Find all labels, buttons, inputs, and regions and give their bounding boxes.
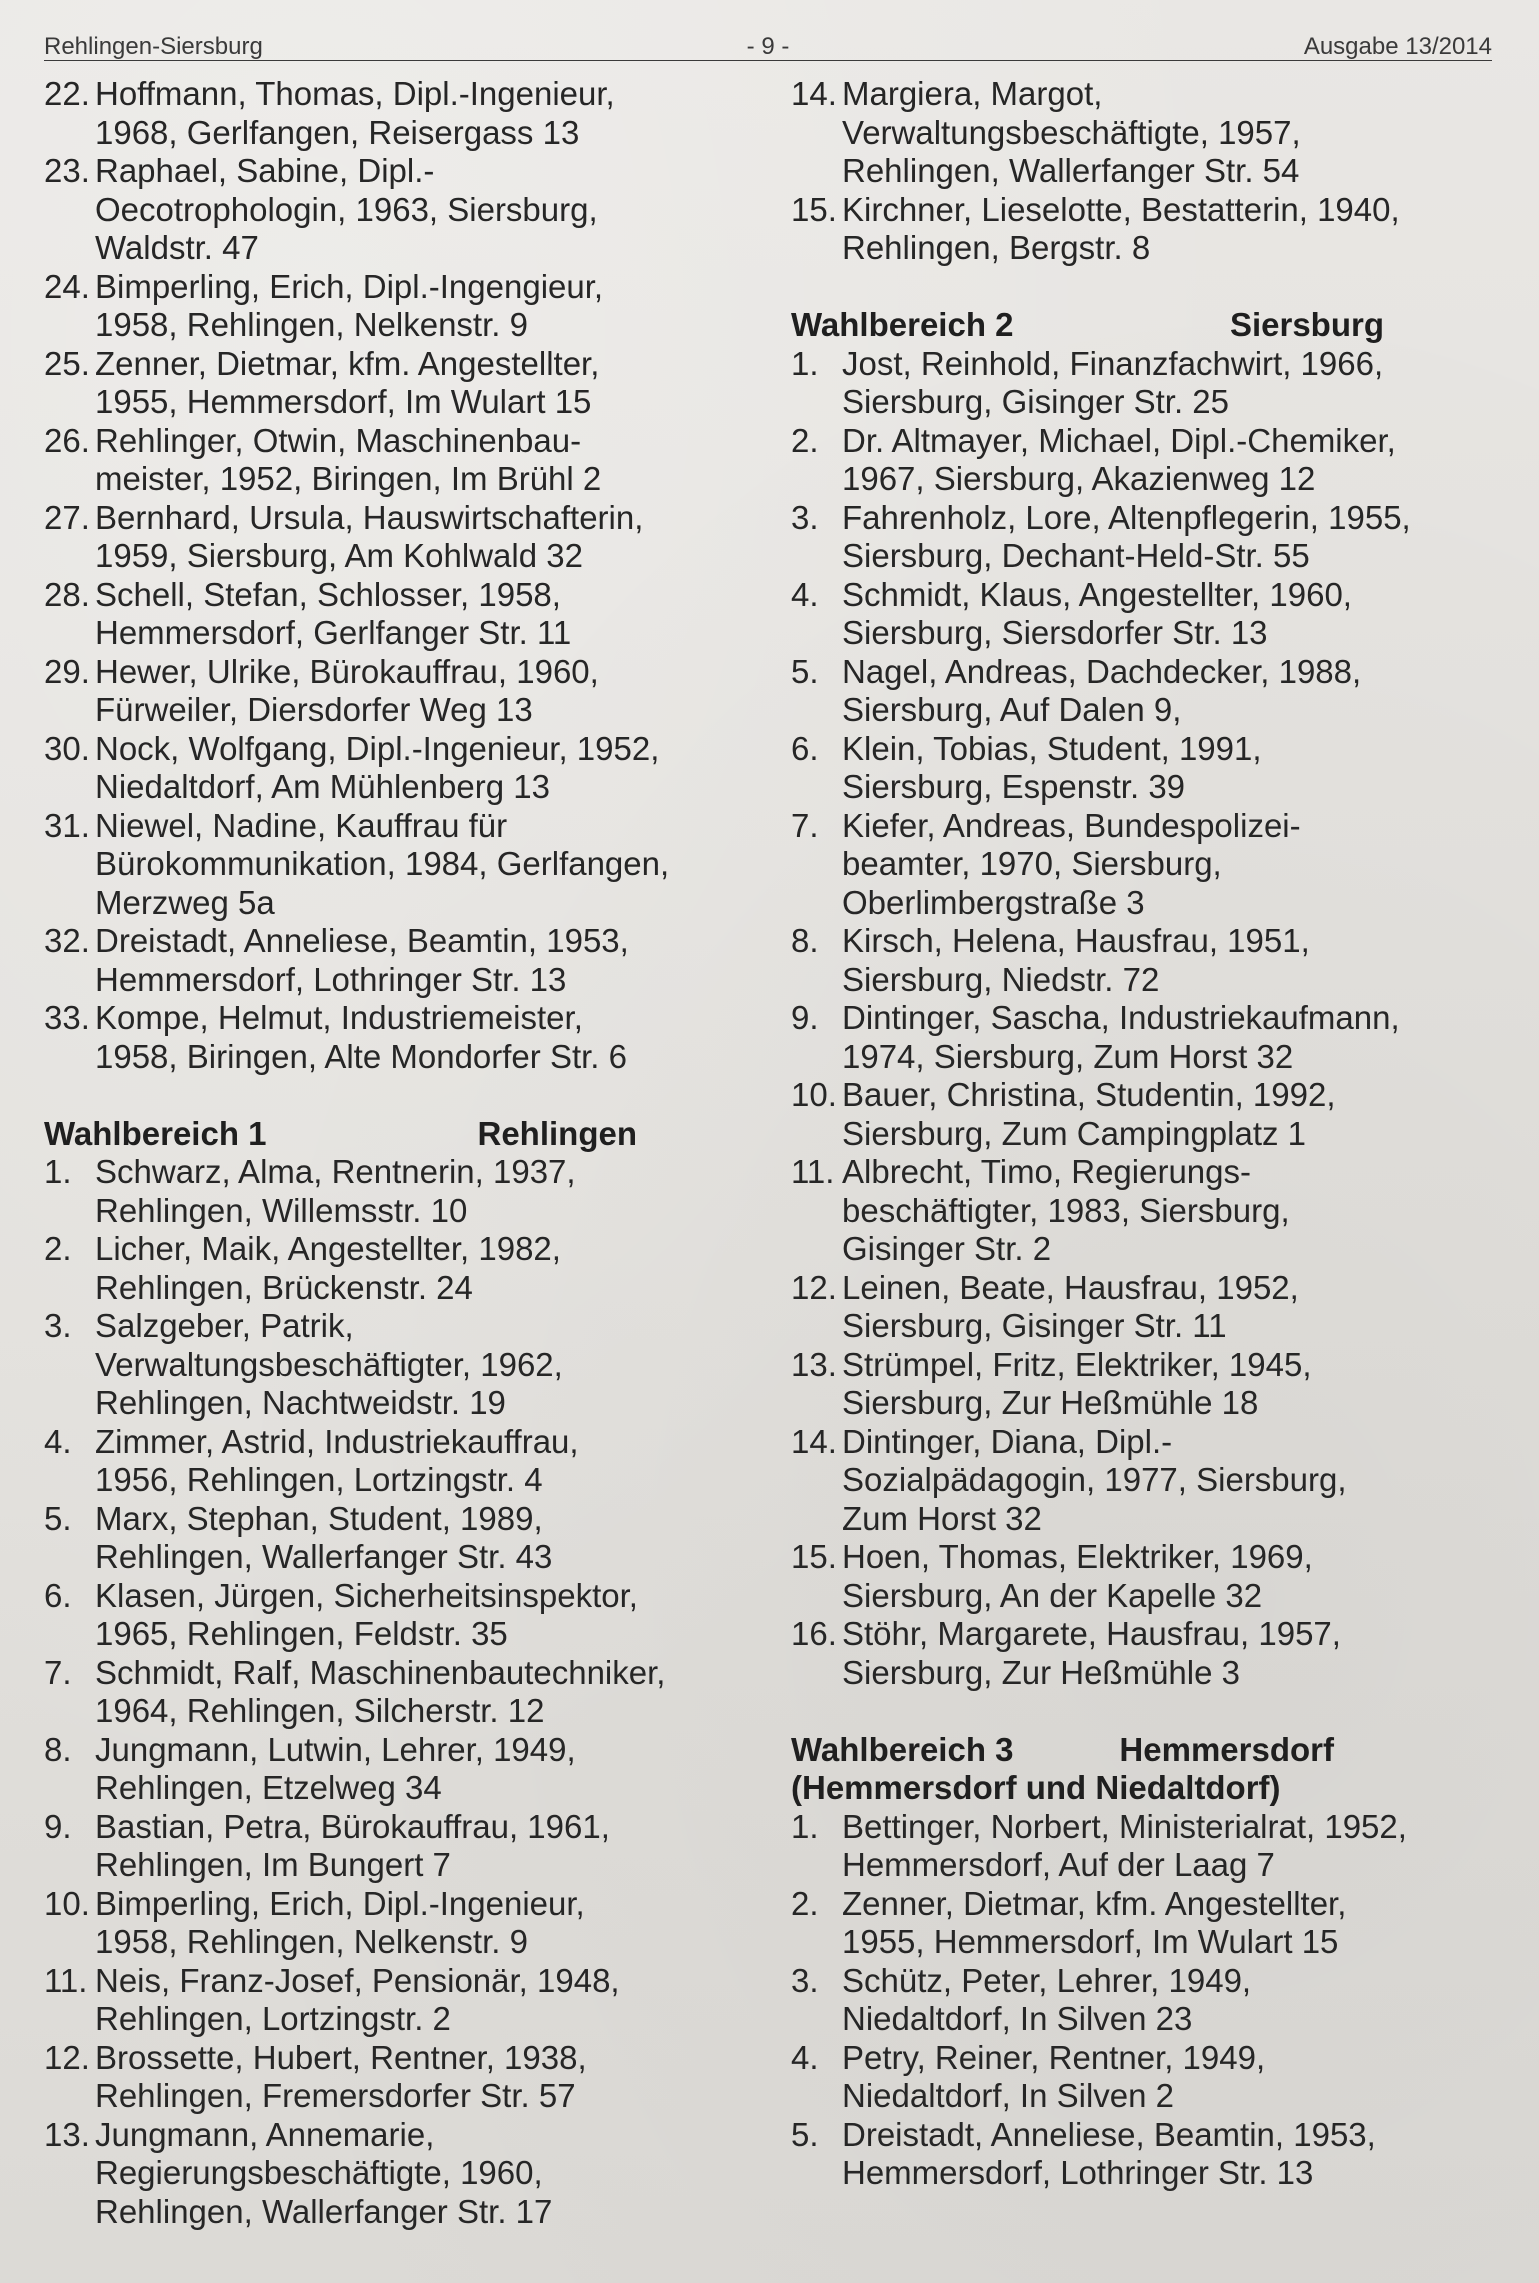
entry-text [842, 1615, 1341, 1692]
candidate-entry [44, 1307, 764, 1423]
candidate-entry [791, 2116, 1511, 2193]
entry-line: beschäftigter, 1983, Siersburg, [842, 1191, 1290, 1229]
entry-number: 7. [791, 806, 819, 844]
candidate-list-wahlbereich-1 [44, 1153, 764, 2231]
candidate-entry [44, 422, 764, 499]
entry-line: Verwaltungsbeschäftigter, 1962, [95, 1345, 563, 1383]
entry-line: Oberlimbergstraße 3 [842, 883, 1145, 921]
entry-line: Brossette, Hubert, Rentner, 1938, [95, 2038, 587, 2076]
candidate-entry [44, 999, 764, 1076]
entry-line: Siersburg, Siersdorfer Str. 13 [842, 614, 1268, 651]
entry-text [95, 2116, 552, 2232]
entry-line: Hemmersdorf, Gerlfanger Str. 11 [95, 614, 572, 651]
entry-number: 28. [44, 575, 90, 613]
candidate-entry [44, 807, 764, 923]
entry-line: Klein, Tobias, Student, 1991, [842, 729, 1262, 767]
entry-number: 12. [791, 1268, 837, 1306]
entry-text [842, 1885, 1346, 1962]
candidate-entry [791, 1269, 1511, 1346]
entry-line: Petry, Reiner, Rentner, 1949, [842, 2038, 1266, 2076]
entry-line: Rehlingen, Wallerfanger Str. 43 [95, 1538, 553, 1575]
section-gap [791, 268, 1511, 307]
entry-text [842, 730, 1262, 807]
entry-number: 13. [791, 1345, 837, 1383]
entry-number: 32. [44, 922, 90, 959]
entry-number: 2. [791, 1884, 819, 1922]
entry-text [95, 422, 601, 499]
entry-number: 14. [791, 1422, 837, 1460]
entry-number: 9. [791, 999, 819, 1036]
section-label: Wahlbereich 1 [44, 1114, 267, 1152]
entry-line: Stöhr, Margarete, Hausfrau, 1957, [842, 1615, 1341, 1652]
entry-text [95, 152, 598, 268]
candidate-entry [44, 1230, 764, 1307]
entry-line: Rehlingen, Bergstr. 8 [842, 229, 1151, 266]
entry-line: Bastian, Petra, Bürokauffrau, 1961, [95, 1807, 610, 1845]
entry-line: Rehlingen, Wallerfanger Str. 54 [842, 152, 1300, 189]
entry-text [95, 1654, 665, 1731]
candidate-entry [44, 1423, 764, 1500]
entry-line: Hoffmann, Thomas, Dipl.-Ingenieur, [95, 75, 615, 112]
entry-line: Siersburg, Zur Heßmühle 18 [842, 1384, 1259, 1421]
entry-line: Rehlingen, Fremersdorfer Str. 57 [95, 2077, 576, 2114]
entry-number: 2. [44, 1230, 72, 1267]
entry-text [95, 730, 659, 807]
candidate-entry [791, 75, 1511, 191]
entry-line: Neis, Franz-Josef, Pensionär, 1948, [95, 1961, 620, 1999]
entry-line: 1967, Siersburg, Akazienweg 12 [842, 460, 1316, 497]
candidate-entry [44, 1962, 764, 2039]
entry-line: 1974, Siersburg, Zum Horst 32 [842, 1037, 1294, 1075]
entry-number: 13. [44, 2115, 90, 2153]
entry-text [842, 191, 1400, 268]
entry-line: Dr. Altmayer, Michael, Dipl.-Chemiker, [842, 421, 1396, 459]
entry-line: Bürokommunikation, 1984, Gerlfangen, [95, 845, 670, 882]
entry-line: beamter, 1970, Siersburg, [842, 845, 1222, 882]
candidate-entry [791, 191, 1511, 268]
entry-line: Bernhard, Ursula, Hauswirtschafterin, [95, 498, 644, 536]
entry-line: Bettinger, Norbert, Ministerialrat, 1952, [842, 1807, 1407, 1845]
entry-text [95, 1500, 552, 1577]
entry-number: 11. [44, 1961, 88, 1999]
entry-text [842, 1538, 1313, 1615]
entry-text [842, 999, 1400, 1076]
entry-text [842, 345, 1383, 422]
entry-number: 11. [791, 1153, 835, 1190]
entry-text [842, 2116, 1376, 2193]
entry-line: Regierungsbeschäftigte, 1960, [95, 2154, 543, 2191]
entry-line: Nock, Wolfgang, Dipl.-Ingenieur, 1952, [95, 729, 660, 767]
entry-line: Rehlingen, Nachtweidstr. 19 [95, 1384, 506, 1421]
candidate-entry [44, 499, 764, 576]
entry-number: 10. [44, 1884, 90, 1922]
entry-text [842, 75, 1301, 191]
entry-text [95, 1307, 563, 1423]
candidate-entry [791, 730, 1511, 807]
candidate-entry [44, 345, 764, 422]
entry-number: 8. [791, 922, 819, 959]
entry-text [95, 345, 599, 422]
candidate-entry [791, 345, 1511, 422]
candidate-list-continued [791, 75, 1511, 268]
entry-number: 3. [791, 498, 819, 536]
entry-line: Siersburg, An der Kapelle 32 [842, 1576, 1263, 1614]
candidate-entry [44, 2116, 764, 2232]
entry-line: 1968, Gerlfangen, Reisergass 13 [95, 113, 580, 151]
entry-text [842, 1808, 1407, 1885]
entry-number: 5. [791, 2115, 819, 2153]
entry-text [842, 576, 1352, 653]
entry-text [842, 1269, 1299, 1346]
section-heading-wahlbereich-2 [791, 306, 1384, 345]
candidate-entry [44, 1500, 764, 1577]
entry-line: Schwarz, Alma, Rentnerin, 1937, [95, 1153, 576, 1190]
entry-line: Rehlingen, Willemsstr. 10 [95, 1191, 468, 1229]
candidate-entry [44, 1153, 764, 1230]
candidate-entry [44, 1654, 764, 1731]
candidate-entry [791, 1423, 1511, 1539]
entry-text [95, 807, 669, 923]
candidate-list-wahlbereich-3 [791, 1808, 1511, 2193]
entry-line: Gisinger Str. 2 [842, 1230, 1052, 1267]
entry-line: Siersburg, Espenstr. 39 [842, 768, 1186, 805]
publication-name: Rehlingen-Siersburg [44, 33, 263, 60]
entry-number: 7. [44, 1653, 72, 1691]
candidate-entry [44, 576, 764, 653]
section-label: Wahlbereich 3 [791, 1730, 1014, 1768]
entry-text [95, 576, 571, 653]
entry-line: 1959, Siersburg, Am Kohlwald 32 [95, 537, 583, 574]
entry-text [842, 1346, 1312, 1423]
entry-text [95, 1577, 638, 1654]
entry-line: 1964, Rehlingen, Silcherstr. 12 [95, 1692, 545, 1729]
entry-number: 23. [44, 152, 90, 189]
entry-text [842, 422, 1396, 499]
entry-line: Verwaltungsbeschäftigte, 1957, [842, 113, 1301, 151]
entry-line: Jost, Reinhold, Finanzfachwirt, 1966, [842, 344, 1384, 382]
entry-line: Jungmann, Annemarie, [95, 2115, 435, 2153]
section-place: Hemmersdorf [1119, 1730, 1334, 1768]
entry-line: Jungmann, Lutwin, Lehrer, 1949, [95, 1730, 576, 1768]
entry-line: Raphael, Sabine, Dipl.- [95, 152, 435, 189]
candidate-entry [791, 653, 1511, 730]
entry-line: Dreistadt, Anneliese, Beamtin, 1953, [95, 922, 629, 959]
candidate-entry [44, 152, 764, 268]
section-gap [791, 1692, 1511, 1731]
entry-text [95, 1230, 561, 1307]
entry-number: 30. [44, 729, 90, 767]
entry-number: 14. [791, 75, 837, 112]
entry-line: Albrecht, Timo, Regierungs- [842, 1153, 1252, 1190]
entry-line: Hemmersdorf, Auf der Laag 7 [842, 1846, 1275, 1883]
entry-line: 1958, Rehlingen, Nelkenstr. 9 [95, 1923, 528, 1960]
entry-line: Kiefer, Andreas, Bundespolizei- [842, 806, 1301, 844]
entry-line: 1958, Rehlingen, Nelkenstr. 9 [95, 306, 528, 343]
entry-line: Hemmersdorf, Lothringer Str. 13 [842, 2154, 1314, 2191]
entry-text [842, 1076, 1336, 1153]
entry-line: Siersburg, Zum Campingplatz 1 [842, 1114, 1307, 1152]
entry-line: Siersburg, Niedstr. 72 [842, 960, 1160, 998]
entry-text [95, 653, 599, 730]
candidate-entry [44, 268, 764, 345]
entry-number: 25. [44, 344, 90, 382]
entry-line: Schell, Stefan, Schlosser, 1958, [95, 575, 561, 613]
entry-line: Kirchner, Lieselotte, Bestatterin, 1940, [842, 190, 1400, 228]
entry-number: 1. [44, 1153, 72, 1190]
candidate-entry [791, 1076, 1511, 1153]
entry-number: 6. [791, 729, 819, 767]
candidate-list-wahlbereich-2 [791, 345, 1511, 1693]
issue-number: Ausgabe 13/2014 [1303, 33, 1492, 60]
entry-number: 8. [44, 1730, 72, 1768]
entry-number: 6. [44, 1576, 72, 1614]
candidate-entry [44, 1577, 764, 1654]
entry-number: 29. [44, 652, 90, 690]
entry-text [95, 999, 627, 1076]
entry-line: 1965, Rehlingen, Feldstr. 35 [95, 1615, 508, 1652]
candidate-entry [791, 1346, 1511, 1423]
entry-line: Niedaltdorf, In Silven 2 [842, 2077, 1175, 2114]
entry-line: Rehlingen, Wallerfanger Str. 17 [95, 2192, 553, 2230]
entry-number: 27. [44, 498, 90, 536]
page-header [44, 33, 1492, 61]
entry-text [95, 1423, 579, 1500]
entry-number: 33. [44, 999, 90, 1036]
entry-number: 2. [791, 421, 819, 459]
entry-line: Niedaltdorf, Am Mühlenberg 13 [95, 768, 550, 805]
entry-line: Niewel, Nadine, Kauffrau für [95, 806, 508, 844]
candidate-entry [44, 730, 764, 807]
entry-line: Zenner, Dietmar, kfm. Angestellter, [95, 344, 600, 382]
entry-line: meister, 1952, Biringen, Im Brühl 2 [95, 460, 602, 497]
entry-line: Dreistadt, Anneliese, Beamtin, 1953, [842, 2115, 1376, 2153]
candidate-entry [44, 1808, 764, 1885]
entry-line: Merzweg 5a [95, 883, 275, 921]
candidate-entry [44, 1885, 764, 1962]
candidate-entry [44, 1731, 764, 1808]
entry-line: Nagel, Andreas, Dachdecker, 1988, [842, 652, 1362, 690]
entry-line: Bauer, Christina, Studentin, 1992, [842, 1076, 1336, 1113]
section-heading-wahlbereich-3 [791, 1731, 1334, 1770]
entry-text [842, 653, 1361, 730]
entry-number: 4. [791, 575, 819, 613]
entry-number: 4. [44, 1422, 72, 1460]
entry-line: Rehlingen, Lortzingstr. 2 [95, 2000, 451, 2037]
candidate-entry [791, 422, 1511, 499]
entry-line: Licher, Maik, Angestellter, 1982, [95, 1230, 561, 1267]
entry-line: Bimperling, Erich, Dipl.-Ingenieur, [95, 1884, 585, 1922]
entry-text [95, 499, 643, 576]
entry-line: 1955, Hemmersdorf, Im Wulart 15 [95, 383, 592, 420]
candidate-list-continued [44, 75, 764, 1076]
entry-line: Siersburg, Gisinger Str. 11 [842, 1307, 1227, 1344]
entry-line: Kirsch, Helena, Hausfrau, 1951, [842, 922, 1310, 959]
entry-line: Schmidt, Ralf, Maschinenbautechniker, [95, 1653, 666, 1691]
entry-text [95, 1962, 620, 2039]
candidate-entry [791, 1808, 1511, 1885]
entry-text [95, 268, 603, 345]
candidate-entry [44, 653, 764, 730]
page-number: - 9 - [746, 33, 790, 60]
entry-line: Kompe, Helmut, Industriemeister, [95, 999, 583, 1036]
entry-text [842, 922, 1310, 999]
entry-line: Schmidt, Klaus, Angestellter, 1960, [842, 575, 1352, 613]
entry-line: 1956, Rehlingen, Lortzingstr. 4 [95, 1461, 543, 1498]
candidate-entry [791, 999, 1511, 1076]
entry-line: Sozialpädagogin, 1977, Siersburg, [842, 1461, 1347, 1498]
entry-number: 15. [791, 1538, 837, 1575]
entry-line: Klasen, Jürgen, Sicherheitsinspektor, [95, 1576, 638, 1614]
entry-number: 5. [44, 1499, 72, 1537]
entry-line: Margiera, Margot, [842, 75, 1103, 112]
entry-line: Rehlingen, Im Bungert 7 [95, 1846, 451, 1883]
entry-text [842, 499, 1411, 576]
candidate-entry [44, 2039, 764, 2116]
entry-line: Hemmersdorf, Lothringer Str. 13 [95, 960, 567, 998]
left-column [44, 75, 764, 2231]
section-gap [44, 1076, 764, 1115]
entry-line: Rehlinger, Otwin, Maschinenbau- [95, 421, 582, 459]
entry-line: 1955, Hemmersdorf, Im Wulart 15 [842, 1923, 1339, 1960]
entry-line: Oecotrophologin, 1963, Siersburg, [95, 190, 598, 228]
entry-number: 16. [791, 1615, 837, 1652]
candidate-entry [791, 1153, 1511, 1269]
section-subtitle: (Hemmersdorf und Niedaltdorf) [791, 1769, 1281, 1806]
entry-text [95, 922, 629, 999]
entry-line: Rehlingen, Brückenstr. 24 [95, 1268, 473, 1306]
section-label: Wahlbereich 2 [791, 306, 1014, 343]
candidate-entry [791, 807, 1511, 923]
entry-text [95, 1731, 576, 1808]
entry-number: 9. [44, 1807, 72, 1845]
entry-line: Siersburg, Gisinger Str. 25 [842, 383, 1230, 420]
entry-number: 24. [44, 267, 90, 305]
entry-line: Rehlingen, Etzelweg 34 [95, 1769, 442, 1806]
entry-line: Zenner, Dietmar, kfm. Angestellter, [842, 1884, 1347, 1922]
candidate-entry [791, 2039, 1511, 2116]
entry-text [95, 75, 615, 152]
entry-text [842, 1423, 1347, 1539]
entry-line: Waldstr. 47 [95, 229, 259, 266]
entry-line: Zimmer, Astrid, Industriekauffrau, [95, 1422, 579, 1460]
candidate-entry [791, 1962, 1511, 2039]
entry-line: Siersburg, Zur Heßmühle 3 [842, 1653, 1240, 1691]
entry-number: 5. [791, 652, 819, 690]
entry-line: Dintinger, Diana, Dipl.- [842, 1422, 1173, 1460]
entry-line: 1958, Biringen, Alte Mondorfer Str. 6 [95, 1037, 627, 1075]
entry-line: Siersburg, Dechant-Held-Str. 55 [842, 537, 1310, 574]
entry-line: Hoen, Thomas, Elektriker, 1969, [842, 1538, 1313, 1575]
entry-text [95, 1153, 576, 1230]
entry-number: 3. [44, 1307, 72, 1344]
entry-number: 26. [44, 421, 90, 459]
entry-text [842, 1153, 1290, 1269]
section-place: Siersburg [1229, 306, 1384, 343]
entry-line: Marx, Stephan, Student, 1989, [95, 1499, 543, 1537]
entry-number: 15. [791, 190, 837, 228]
entry-line: Dintinger, Sascha, Industriekaufmann, [842, 999, 1400, 1036]
candidate-entry [44, 922, 764, 999]
entry-line: Fahrenholz, Lore, Altenpflegerin, 1955, [842, 498, 1411, 536]
entry-line: Leinen, Beate, Hausfrau, 1952, [842, 1268, 1299, 1306]
candidate-entry [44, 75, 764, 152]
candidate-entry [791, 1615, 1511, 1692]
entry-text [842, 2039, 1265, 2116]
section-heading-wahlbereich-1 [44, 1115, 637, 1154]
candidate-entry [791, 922, 1511, 999]
entry-text [95, 2039, 587, 2116]
entry-line: Siersburg, Auf Dalen 9, [842, 691, 1182, 728]
entry-line: Bimperling, Erich, Dipl.-Ingengieur, [95, 267, 604, 305]
entry-number: 31. [44, 806, 90, 844]
entry-text [95, 1808, 610, 1885]
entry-number: 4. [791, 2038, 819, 2076]
entry-number: 1. [791, 1807, 819, 1845]
entry-line: Hewer, Ulrike, Bürokauffrau, 1960, [95, 652, 599, 690]
entry-text [95, 1885, 585, 1962]
entry-line: Salzgeber, Patrik, [95, 1307, 354, 1344]
entry-text [842, 1962, 1251, 2039]
entry-number: 12. [44, 2038, 90, 2076]
entry-number: 3. [791, 1961, 819, 1999]
entry-number: 10. [791, 1076, 837, 1113]
entry-line: Fürweiler, Diersdorfer Weg 13 [95, 691, 533, 728]
entry-number: 1. [791, 344, 819, 382]
entry-line: Schütz, Peter, Lehrer, 1949, [842, 1961, 1252, 1999]
entry-line: Zum Horst 32 [842, 1499, 1042, 1537]
candidate-entry [791, 1538, 1511, 1615]
candidate-entry [791, 499, 1511, 576]
entry-line: Niedaltdorf, In Silven 23 [842, 2000, 1193, 2037]
entry-text [842, 807, 1301, 923]
entry-number: 22. [44, 75, 90, 112]
candidate-entry [791, 1885, 1511, 1962]
right-column [791, 75, 1511, 2193]
section-place: Rehlingen [477, 1114, 637, 1152]
entry-line: Strümpel, Fritz, Elektriker, 1945, [842, 1345, 1312, 1383]
candidate-entry [791, 576, 1511, 653]
